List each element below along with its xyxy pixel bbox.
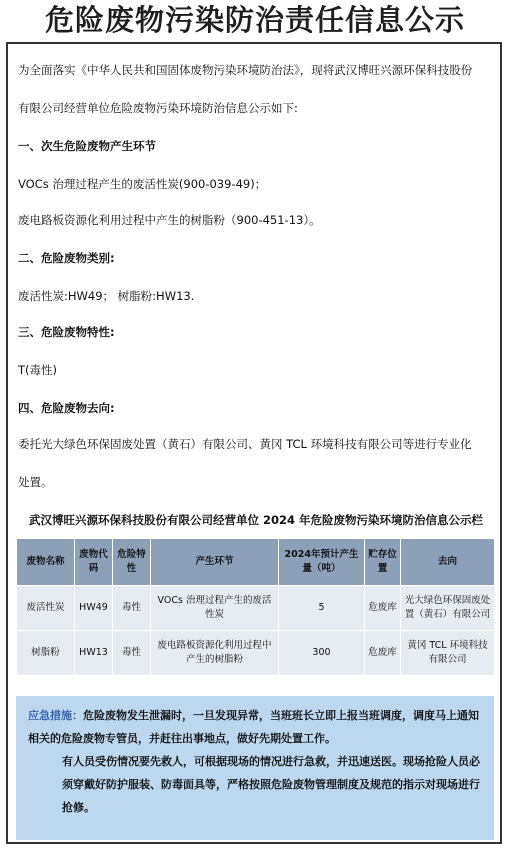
section1-heading: 一、次生危险废物产生环节 [18, 139, 156, 153]
section1-item-2: 废电路板资源化利用过程中产生的树脂粉（900-451-13）。 [18, 213, 321, 227]
section3-text: T(毒性) [18, 363, 57, 377]
notice-board-frame [6, 42, 502, 844]
cell-waste-code: HW49 [75, 586, 113, 631]
cell-storage: 危废库 [365, 586, 401, 631]
table-header-row [17, 539, 495, 586]
header-waste-name: 废物名称 [17, 539, 75, 586]
table-row [17, 631, 495, 676]
section4-heading: 四、危险废物去向: [18, 401, 115, 415]
cell-quantity: 300 [279, 631, 365, 676]
cell-waste-name: 树脂粉 [17, 631, 75, 676]
emergency-label: 应急措施： [28, 709, 83, 722]
emergency-text-2: 有人员受伤情况要先救人，可根据现场的情况进行急救，并迅速送医。现场抢险人员必须穿戴好防护服装、防毒面具等，严格按照危险废物管理制度及规范的指示对现场进行抢修。 [62, 755, 480, 814]
header-destination: 去向 [401, 539, 495, 586]
cell-source: 废电路板资源化利用过程中产生的树脂粉 [151, 631, 279, 676]
emergency-paragraph-1 [28, 704, 482, 750]
header-quantity: 2024年预计产生量（吨） [279, 539, 365, 586]
table-row [17, 586, 495, 631]
header-waste-code: 废物代码 [75, 539, 113, 586]
waste-info-table [16, 538, 495, 676]
emergency-paragraph-2 [28, 750, 482, 819]
emergency-measures-box [16, 696, 494, 840]
header-source: 产生环节 [151, 539, 279, 586]
section4-line-2: 处置。 [18, 475, 53, 489]
header-storage: 贮存位置 [365, 539, 401, 586]
cell-source: VOCs 治理过程产生的废活性炭 [151, 586, 279, 631]
cell-waste-name: 废活性炭 [17, 586, 75, 631]
section1-item-1: VOCs 治理过程产生的废活性炭(900-039-49)； [18, 177, 267, 191]
intro-line-1: 为全面落实《中华人民共和国固体废物污染环境防治法》，现将武汉博旺兴源环保科技股份 [18, 63, 473, 77]
emergency-text-1: 危险废物发生泄漏时，一旦发现异常，当班班长立即上报当班调度，调度马上通知相关的危险废物专管员，并赶往出事地点，做好先期处置工作。 [28, 709, 479, 745]
page-title: 危险废物污染防治责任信息公示 [44, 3, 465, 37]
cell-quantity: 5 [279, 586, 365, 631]
cell-hazard: 毒性 [113, 631, 151, 676]
section2-text: 废活性炭:HW49； 树脂粉:HW13. [18, 289, 195, 303]
section3-heading: 三、危险废物特性: [18, 325, 115, 339]
cell-storage: 危废库 [365, 631, 401, 676]
cell-waste-code: HW13 [75, 631, 113, 676]
header-hazard: 危险特性 [113, 539, 151, 586]
cell-hazard: 毒性 [113, 586, 151, 631]
intro-line-2: 有限公司经营单位危险废物污染环境防治信息公示如下: [18, 101, 298, 115]
cell-destination: 光大绿色环保固废处置（黄石）有限公司 [401, 586, 495, 631]
table-caption: 武汉博旺兴源环保科技股份有限公司经营单位 2024 年危险废物污染环境防治信息公示栏 [28, 513, 483, 527]
section2-heading: 二、危险废物类别: [18, 251, 115, 265]
section4-line-1: 委托光大绿色环保固废处置（黄石）有限公司、黄冈 TCL 环境科技有限公司等进行专业化 [18, 437, 472, 451]
cell-destination: 黄冈 TCL 环境科技有限公司 [401, 631, 495, 676]
